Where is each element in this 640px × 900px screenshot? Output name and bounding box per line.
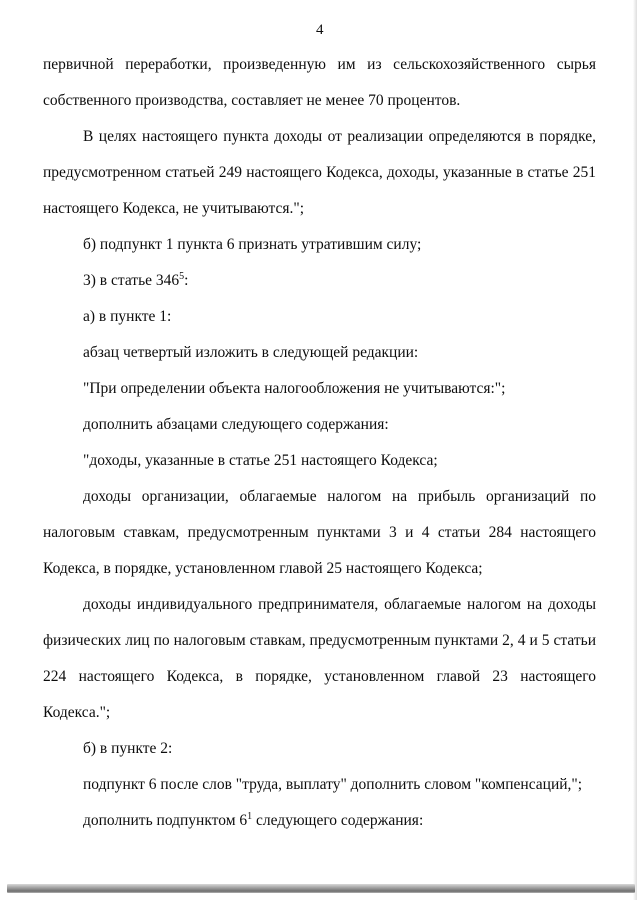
superscript: 1 xyxy=(247,810,253,822)
paragraph-text: б) в пункте 2: xyxy=(83,740,173,757)
paragraph xyxy=(43,47,596,119)
paragraph-text: дополнить абзацами следующего содержания: xyxy=(83,416,389,433)
paragraph-text: В целях настоящего пункта доходы от реализации определяются в порядке, предусмотренном статьей 249 настоящего Кодекса, доходы, указанные в статье 251 настоящего Кодекса, не учитываются."; xyxy=(43,128,596,217)
document-body xyxy=(43,47,596,839)
paragraph-text: : xyxy=(184,272,189,289)
paragraph-text: дополнить подпунктом 6 xyxy=(83,812,248,829)
paragraph xyxy=(43,731,596,767)
superscript: 5 xyxy=(179,270,185,282)
paragraph xyxy=(43,227,596,263)
paragraph xyxy=(43,587,596,731)
paragraph xyxy=(43,407,596,443)
paragraph-text: доходы организации, облагаемые налогом на прибыль организаций по налоговым ставкам, предусмотренным пунктами 3 и 4 статьи 284 настоящего Кодекса, в порядке, установленном главой 25 настоящего Кодекса; xyxy=(43,488,596,577)
scan-edge-bottom xyxy=(7,884,635,893)
paragraph xyxy=(43,299,596,335)
paragraph-text: "доходы, указанные в статье 251 настоящего Кодекса; xyxy=(83,452,438,469)
paragraph-text: доходы индивидуального предпринимателя, облагаемые налогом на доходы физических лиц по налоговым ставкам, предусмотренным пунктами 2, 4 и 5 статьи 224 настоящего Кодекса, в порядке, установленном главой 23 настоящего Кодекса."; xyxy=(43,596,596,721)
paragraph xyxy=(43,443,596,479)
paragraph xyxy=(43,335,596,371)
paragraph-text: б) подпункт 1 пункта 6 признать утратившим силу; xyxy=(83,236,422,253)
paragraph xyxy=(43,803,596,839)
paragraph xyxy=(43,263,596,299)
paragraph-text: 3) в статье 346 xyxy=(83,272,180,289)
paragraph xyxy=(43,767,596,803)
paragraph-text: подпункт 6 после слов "труда, выплату" дополнить словом "компенсаций,"; xyxy=(83,776,583,793)
paragraph-text: следующего содержания: xyxy=(252,812,424,829)
paragraph-text: первичной переработки, произведенную им из сельскохозяйственного сырья собственного производства, составляет не менее 70 процентов. xyxy=(43,56,596,109)
paragraph xyxy=(43,371,596,407)
paragraph-text: а) в пункте 1: xyxy=(83,308,172,325)
paragraph-text: абзац четвертый изложить в следующей редакции: xyxy=(83,344,419,361)
scan-edge-right xyxy=(633,0,637,900)
paragraph xyxy=(43,479,596,587)
paragraph-text: "При определении объекта налогообложения не учитываются:"; xyxy=(83,380,506,397)
page-number: 4 xyxy=(316,22,324,38)
paragraph xyxy=(43,119,596,227)
